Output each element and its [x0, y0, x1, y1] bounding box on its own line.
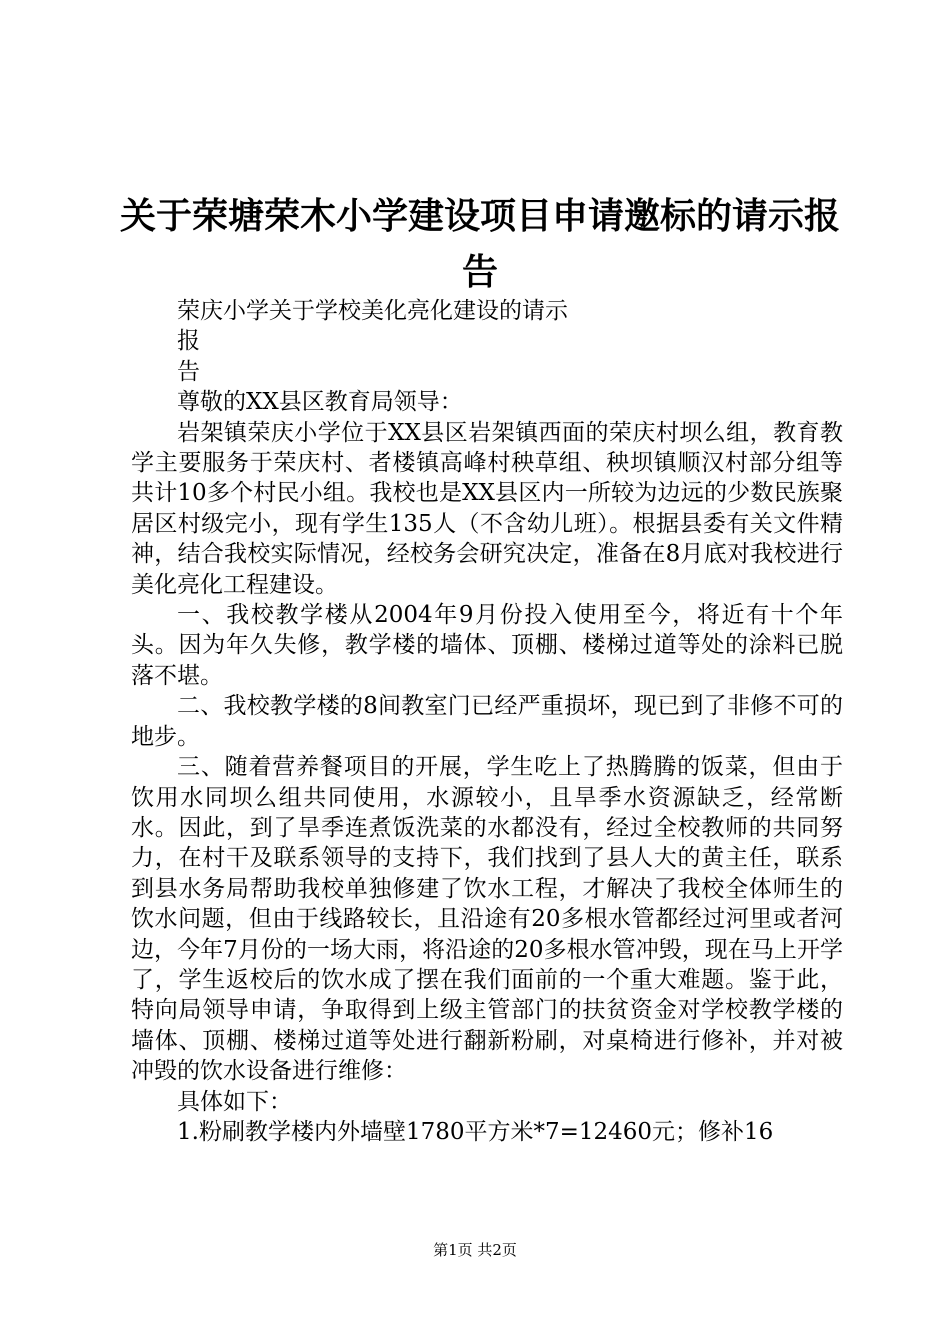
document-body — [131, 296, 843, 1147]
body-paragraph: 1.粉刷教学楼内外墙壁1780平方米*7=12460元；修补16 — [177, 1118, 774, 1145]
salutation: 尊敬的XX县区教育局领导： — [177, 389, 463, 416]
subtitle-line: 告 — [177, 358, 200, 385]
body-paragraph: 一、我校教学楼从2004年9月份投入使用至今，将近有十个年头。因为年久失修，教学楼的墙体、顶棚、楼梯过道等处的涂料已脱落不堪。 — [131, 602, 843, 689]
body-paragraph: 二、我校教学楼的8间教室门已经严重损坏，现已到了非修不可的地步。 — [131, 693, 843, 750]
subtitle-line: 荣庆小学关于学校美化亮化建设的请示 — [177, 298, 568, 324]
body-paragraph: 三、随着营养餐项目的开展，学生吃上了热腾腾的饭菜，但由于饮用水同坝么组共同使用，水源较小，且旱季水资源缺乏，经常断水。因此，到了旱季连煮饭洗菜的水都没有，经过全校教师的共同努力，在村干及联系领导的支持下，我们找到了县人大的黄主任，联系到县水务局帮助我校单独修建了饮水工程，才解决了我校全体师生的饮水问题，但由于线路较长，且沿途有20多根水管都经过河里或者河边，今年7月份的一场大雨，将沿途的20多根水管冲毁，现在马上开学了，学生返校后的饮水成了摆在我们面前的一个重大难题。鉴于此，特向局领导申请，争取得到上级主管部门的扶贫资金对学校教学楼的墙体、顶棚、楼梯过道等处进行翻新粉刷，对桌椅进行修补，并对被冲毁的饮水设备进行维修： — [131, 754, 843, 1085]
body-paragraph: 岩架镇荣庆小学位于XX县区岩架镇西面的荣庆村坝么组，教育教学主要服务于荣庆村、者楼镇高峰村秧草组、秧坝镇顺汉村部分组等共计10多个村民小组。我校也是XX县区内一所较为边远的少数民族聚居区村级完小，现有学生135人（不含幼儿班）。根据县委有关文件精神，结合我校实际情况，经校务会研究决定，准备在8月底对我校进行美化亮化工程建设。 — [131, 419, 843, 598]
page-footer: 第1页 共2页 — [433, 1241, 517, 1259]
document-title: 关于荣塘荣木小学建设项目申请邀标的请示报告 — [120, 195, 841, 293]
body-paragraph: 具体如下： — [177, 1088, 292, 1115]
subtitle-line: 报 — [177, 328, 200, 355]
